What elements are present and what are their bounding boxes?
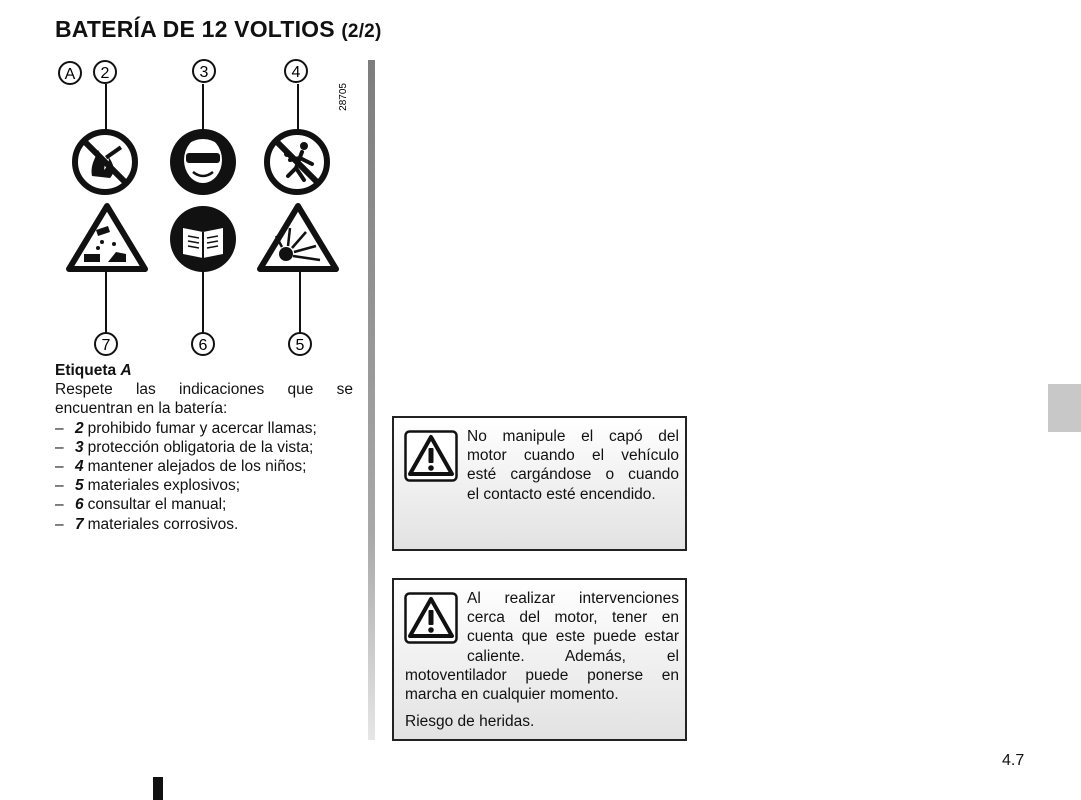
battery-label-figure xyxy=(50,56,370,366)
warning-text: Al realizar intervenciones cerca del motor, tener en cuenta que este puede estar caliente. Además, el motoventilador puede ponerse en marcha en cualquier momento. Riesgo de heridas. xyxy=(405,590,679,731)
warning-triangle-icon xyxy=(404,430,458,482)
caption-heading: Etiqueta A xyxy=(55,362,132,379)
explosive-materials-icon xyxy=(260,206,336,269)
warning-risk: Riesgo de heridas. xyxy=(405,713,535,731)
svg-text:5: 5 xyxy=(295,337,305,354)
callout-4 xyxy=(285,60,307,82)
keep-children-away-icon xyxy=(267,132,327,192)
no-smoking-flames-icon xyxy=(75,132,135,192)
corrosive-materials-icon xyxy=(69,206,145,269)
callout-6 xyxy=(192,333,214,355)
warning-box-engine xyxy=(392,578,687,741)
warning-text: No manipule el capó del motor cuando el vehículo esté cargándose o cuando el contacto esté encendido. xyxy=(467,428,679,503)
page-marker xyxy=(153,777,163,800)
svg-text:3: 3 xyxy=(199,64,209,81)
svg-text:2: 2 xyxy=(100,65,110,82)
column-divider xyxy=(368,60,375,740)
callout-7 xyxy=(95,333,117,355)
svg-text:4: 4 xyxy=(291,64,301,81)
section-tab xyxy=(1048,384,1081,432)
list-item: – 3 protección obligatoria de la vista; xyxy=(55,438,314,456)
figure-ref-code: 28705 xyxy=(338,83,349,111)
label-caption xyxy=(55,361,353,534)
caption-list xyxy=(55,419,353,534)
list-item: – 5 materiales explosivos; xyxy=(55,477,241,495)
list-item: – 2 prohibido fumar y acercar llamas; xyxy=(55,419,317,437)
warning-box-hood xyxy=(392,416,687,551)
caption-intro: Respete las indicaciones que se encuentran en la batería: xyxy=(55,381,353,418)
svg-text:6: 6 xyxy=(198,337,208,354)
svg-text:7: 7 xyxy=(101,337,111,354)
title-part: (2/2) xyxy=(341,21,382,42)
eye-protection-icon xyxy=(170,129,236,195)
page-number: 4.7 xyxy=(1002,752,1025,769)
list-item: – 6 consultar el manual; xyxy=(55,496,227,514)
page-title: BATERÍA DE 12 VOLTIOS (2/2) xyxy=(55,16,382,42)
callout-5 xyxy=(289,333,311,355)
callout-2 xyxy=(94,61,116,83)
consult-manual-icon xyxy=(170,206,236,272)
list-item: – 7 materiales corrosivos. xyxy=(55,515,239,533)
list-item: – 4 mantener alejados de los niños; xyxy=(55,458,307,476)
svg-text:A: A xyxy=(64,66,76,83)
callout-3 xyxy=(193,60,215,82)
callout-a xyxy=(59,62,81,84)
battery-warning-label-diagram xyxy=(50,56,370,366)
